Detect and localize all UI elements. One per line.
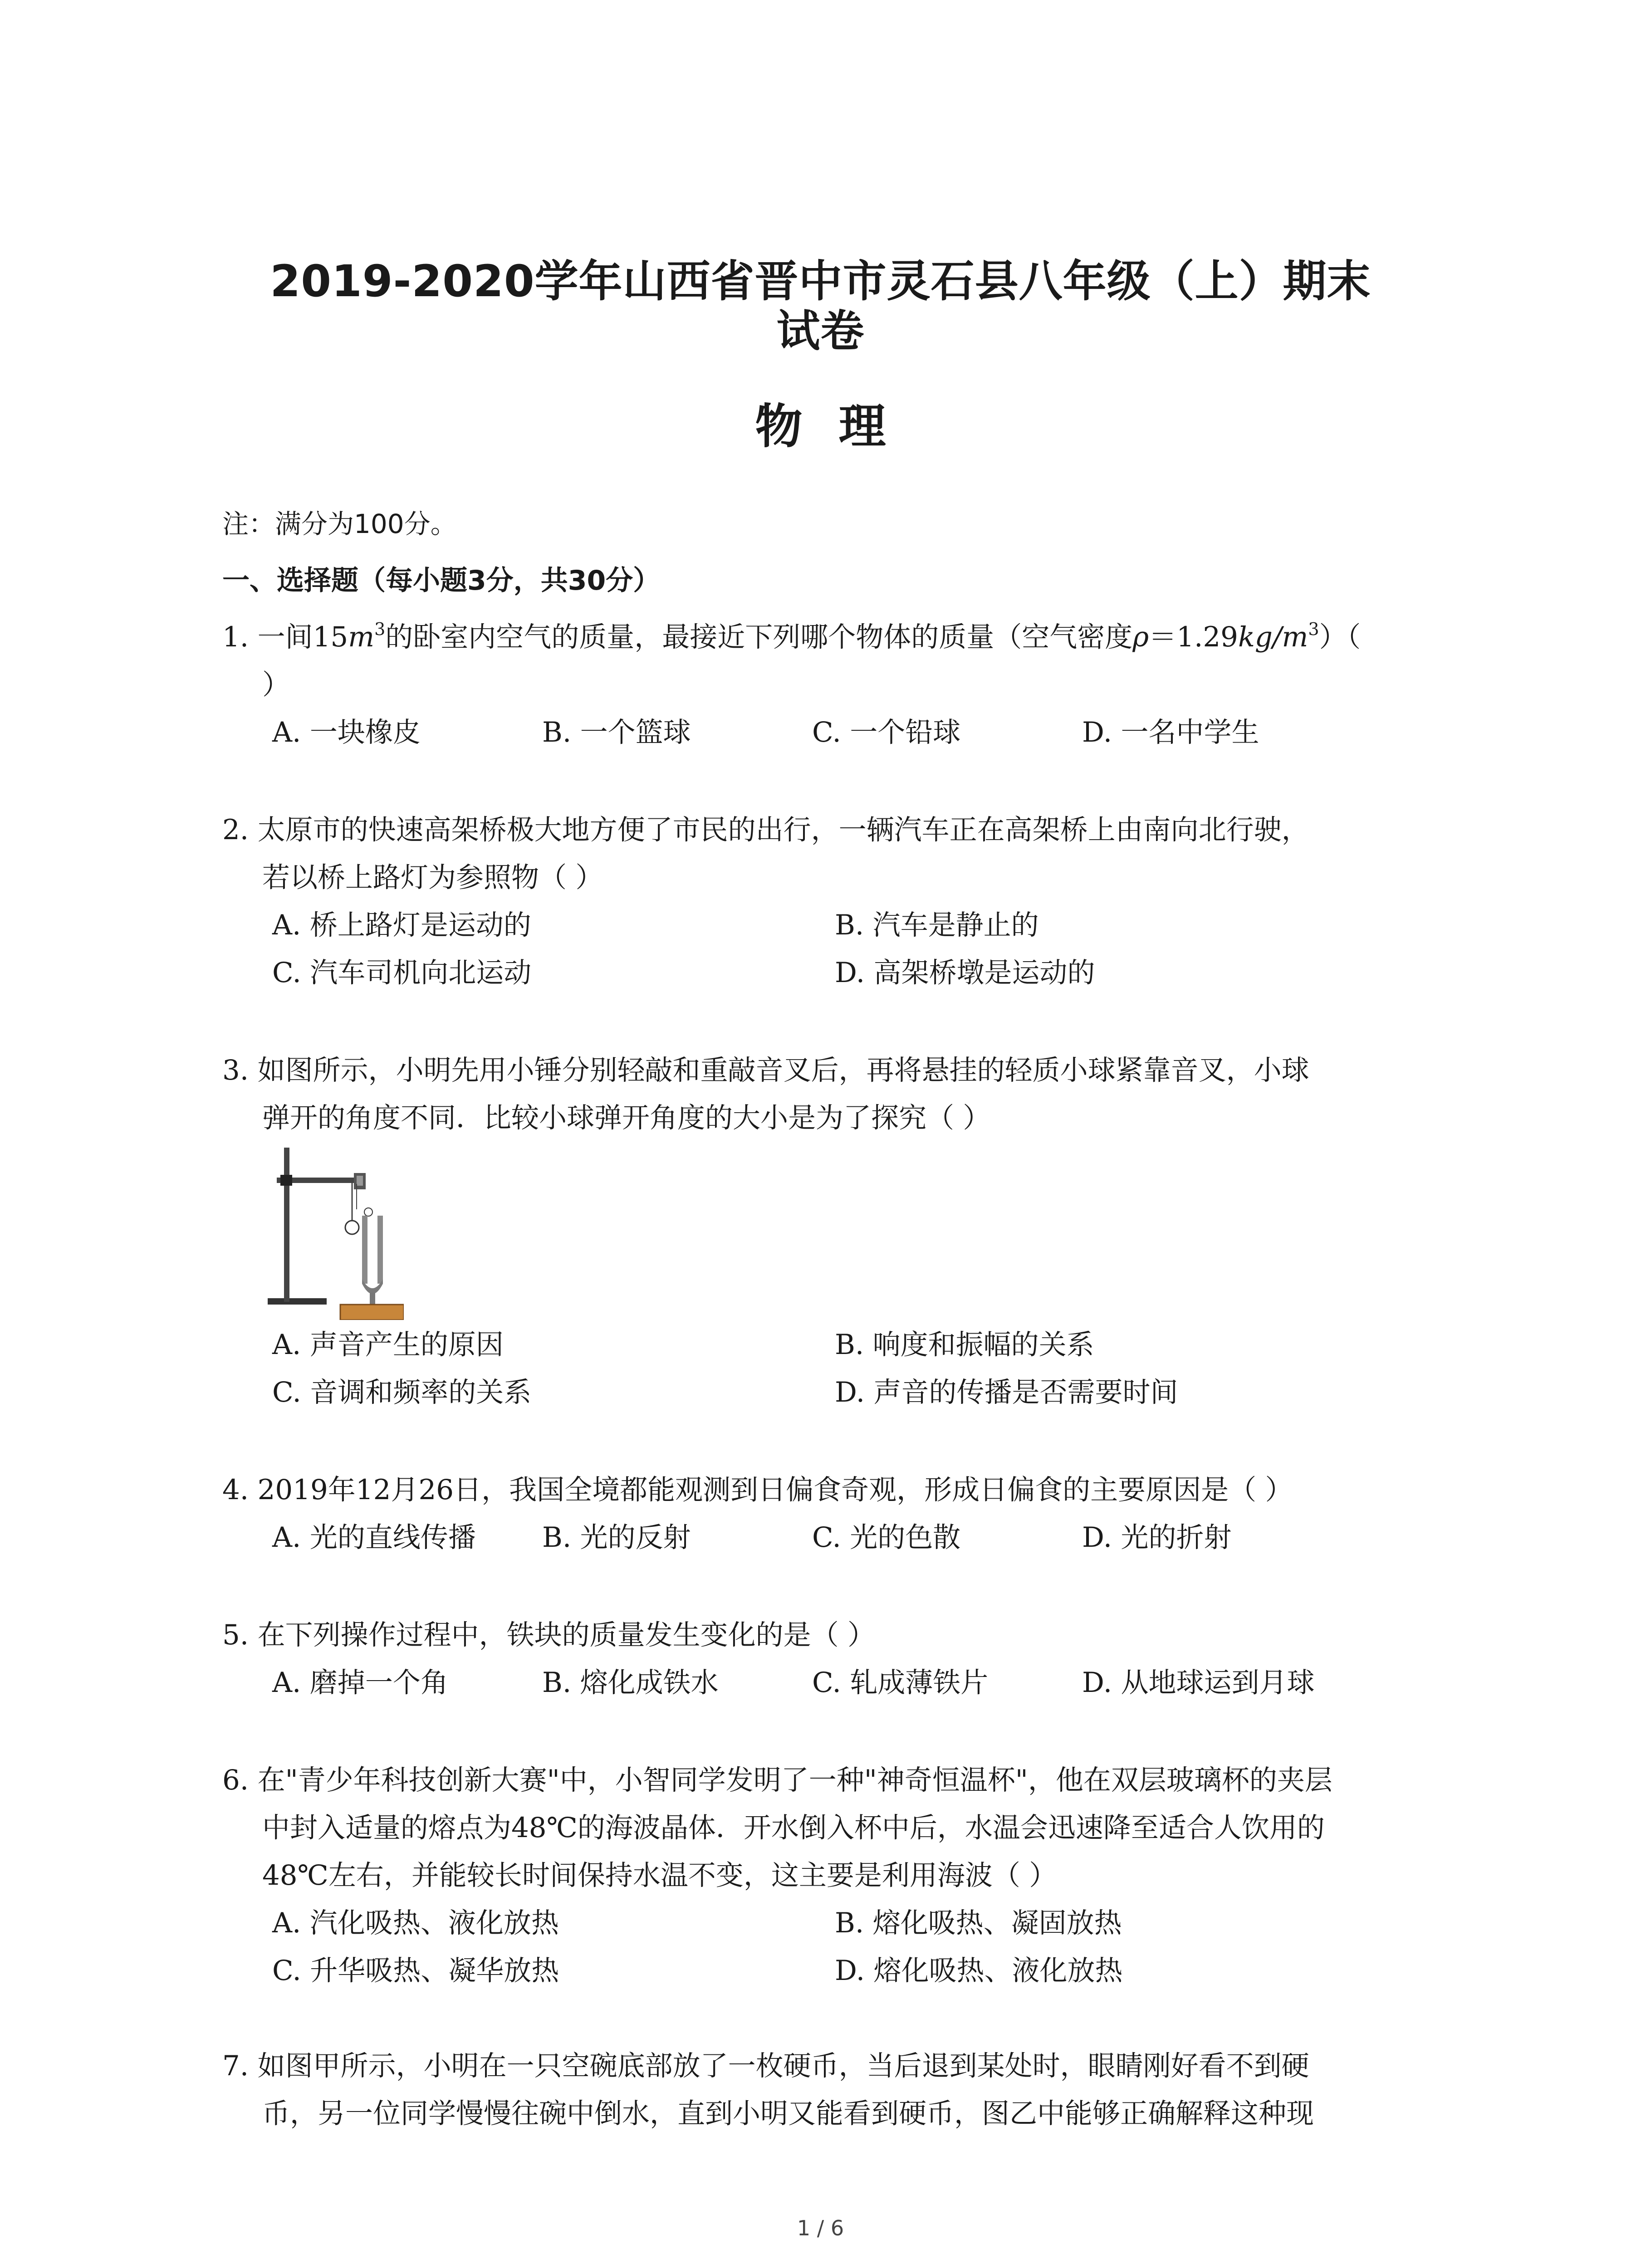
question-number: 5. (222, 1619, 249, 1651)
q5-option-b: B. 熔化成铁水 (542, 1667, 719, 1699)
q2-option-a: A. 桥上路灯是运动的 (272, 909, 531, 941)
q6-option-a: A. 汽化吸热、液化放热 (272, 1907, 559, 1939)
q1-option-a: A. 一块橡皮 (272, 716, 421, 748)
q1-option-c: C. 一个铅球 (812, 716, 961, 748)
question-4: 4. 2019年12月26日，我国全境都能观测到日偏食奇观，形成日偏食的主要原因是（ ） (222, 1474, 1293, 1506)
q6-option-c: C. 升华吸热、凝华放热 (272, 1955, 559, 1987)
q3-option-d: D. 声音的传播是否需要时间 (835, 1376, 1178, 1408)
q6-option-d: D. 熔化吸热、液化放热 (835, 1955, 1123, 1987)
q6-option-b: B. 熔化吸热、凝固放热 (835, 1907, 1122, 1939)
q4-option-a: A. 光的直线传播 (272, 1521, 476, 1554)
question-number: 7. (222, 2050, 249, 2082)
question-number: 2. (222, 814, 249, 846)
score-note: 注：满分为100分。 (222, 508, 457, 539)
question-3-line2: 弹开的角度不同．比较小球弹开角度的大小是为了探究（ ） (262, 1102, 991, 1134)
question-5: 5. 在下列操作过程中，铁块的质量发生变化的是（ ） (222, 1619, 875, 1651)
q4-option-c: C. 光的色散 (812, 1521, 961, 1554)
question-6-line3: 48℃左右，并能较长时间保持水温不变，这主要是利用海波（ ） (262, 1859, 1057, 1892)
question-number: 3. (222, 1054, 249, 1086)
q5-option-d: D. 从地球运到月球 (1082, 1667, 1315, 1699)
question-7-line2: 币，另一位同学慢慢往碗中倒水，直到小明又能看到硬币，图乙中能够正确解释这种现 (262, 2097, 1314, 2130)
q1-option-b: B. 一个篮球 (542, 716, 691, 748)
q3-option-a: A. 声音产生的原因 (272, 1329, 504, 1361)
exam-title-line1: 2019-2020学年山西省晋中市灵石县八年级（上）期末 (270, 256, 1371, 307)
question-2-line2: 若以桥上路灯为参照物（ ） (262, 861, 603, 894)
question-number: 4. (222, 1474, 249, 1506)
q4-option-d: D. 光的折射 (1082, 1521, 1232, 1554)
q4-option-b: B. 光的反射 (542, 1521, 691, 1554)
tuning-fork-figure (268, 1148, 404, 1320)
exam-title-line2: 试卷 (776, 306, 865, 357)
page-number: 1 / 6 (797, 2216, 844, 2240)
q5-option-a: A. 磨掉一个角 (272, 1667, 448, 1699)
question-number: 6. (222, 1764, 249, 1796)
q2-option-b: B. 汽车是静止的 (835, 909, 1039, 941)
question-1-cont: ） (262, 669, 290, 701)
question-3: 3. 如图所示，小明先用小锤分别轻敲和重敲音叉后，再将悬挂的轻质小球紧靠音叉，小球 (222, 1054, 1309, 1086)
question-6-line2: 中封入适量的熔点为48℃的海波晶体．开水倒入杯中后，水温会迅速降至适合人饮用的 (262, 1812, 1325, 1844)
question-2: 2. 太原市的快速高架桥极大地方便了市民的出行，一辆汽车正在高架桥上由南向北行驶， (222, 814, 1309, 846)
q3-option-c: C. 音调和频率的关系 (272, 1376, 532, 1408)
q2-option-c: C. 汽车司机向北运动 (272, 957, 532, 989)
subject-heading: 物理 (755, 399, 922, 454)
section-heading-choice: 一、选择题（每小题3分，共30分） (222, 565, 661, 596)
q1-option-d: D. 一名中学生 (1082, 716, 1259, 748)
question-6: 6. 在"青少年科技创新大赛"中，小智同学发明了一种"神奇恒温杯"，他在双层玻璃杯的夹层 (222, 1764, 1332, 1796)
question-1: 1. 一间$15m^3$的卧室内空气的质量，最接近下列哪个物体的质量（空气密度$\rho=1.29kg/m^3$）（ (222, 619, 1361, 653)
question-number: 1. (222, 621, 249, 653)
q3-option-b: B. 响度和振幅的关系 (835, 1329, 1094, 1361)
q2-option-d: D. 高架桥墩是运动的 (835, 957, 1095, 989)
q5-option-c: C. 轧成薄铁片 (812, 1667, 989, 1699)
question-7: 7. 如图甲所示，小明在一只空碗底部放了一枚硬币，当后退到某处时，眼睛刚好看不到硬 (222, 2050, 1309, 2082)
